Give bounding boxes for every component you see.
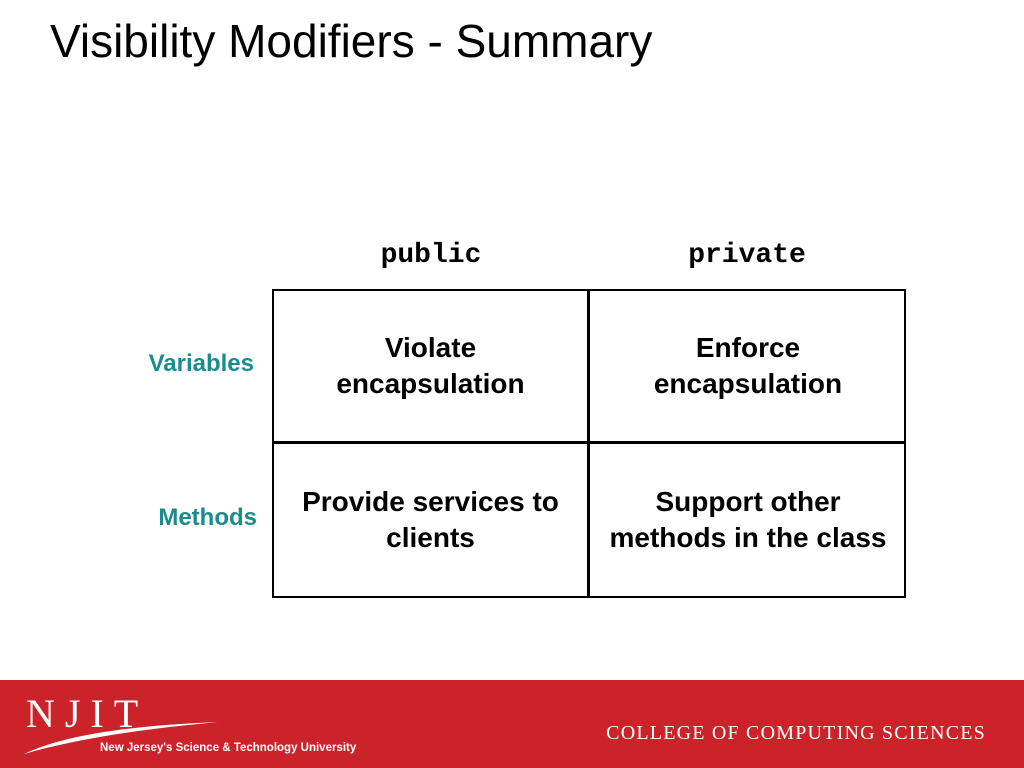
column-header-private: private bbox=[688, 240, 806, 271]
cell-methods-private: Support other methods in the class bbox=[609, 485, 887, 553]
row-label-variables: Variables bbox=[148, 350, 254, 377]
cell-variables-public: Violate encapsulation bbox=[274, 291, 590, 444]
college-name: COLLEGE OF COMPUTING SCIENCES bbox=[606, 722, 986, 744]
njit-logo bbox=[22, 688, 382, 764]
cell-variables-private: Enforce encapsulation bbox=[590, 291, 906, 444]
column-header-public: public bbox=[380, 240, 482, 271]
footer-banner bbox=[0, 680, 1024, 768]
cell-methods-public: Provide services to clients bbox=[274, 444, 590, 596]
row-label-methods: Methods bbox=[158, 504, 257, 531]
slide-title: Visibility Modifiers - Summary bbox=[50, 15, 653, 67]
summary-table bbox=[272, 289, 906, 598]
logo-letters: NJIT bbox=[26, 691, 149, 736]
logo-tagline: New Jersey's Science & Technology University bbox=[100, 742, 357, 754]
